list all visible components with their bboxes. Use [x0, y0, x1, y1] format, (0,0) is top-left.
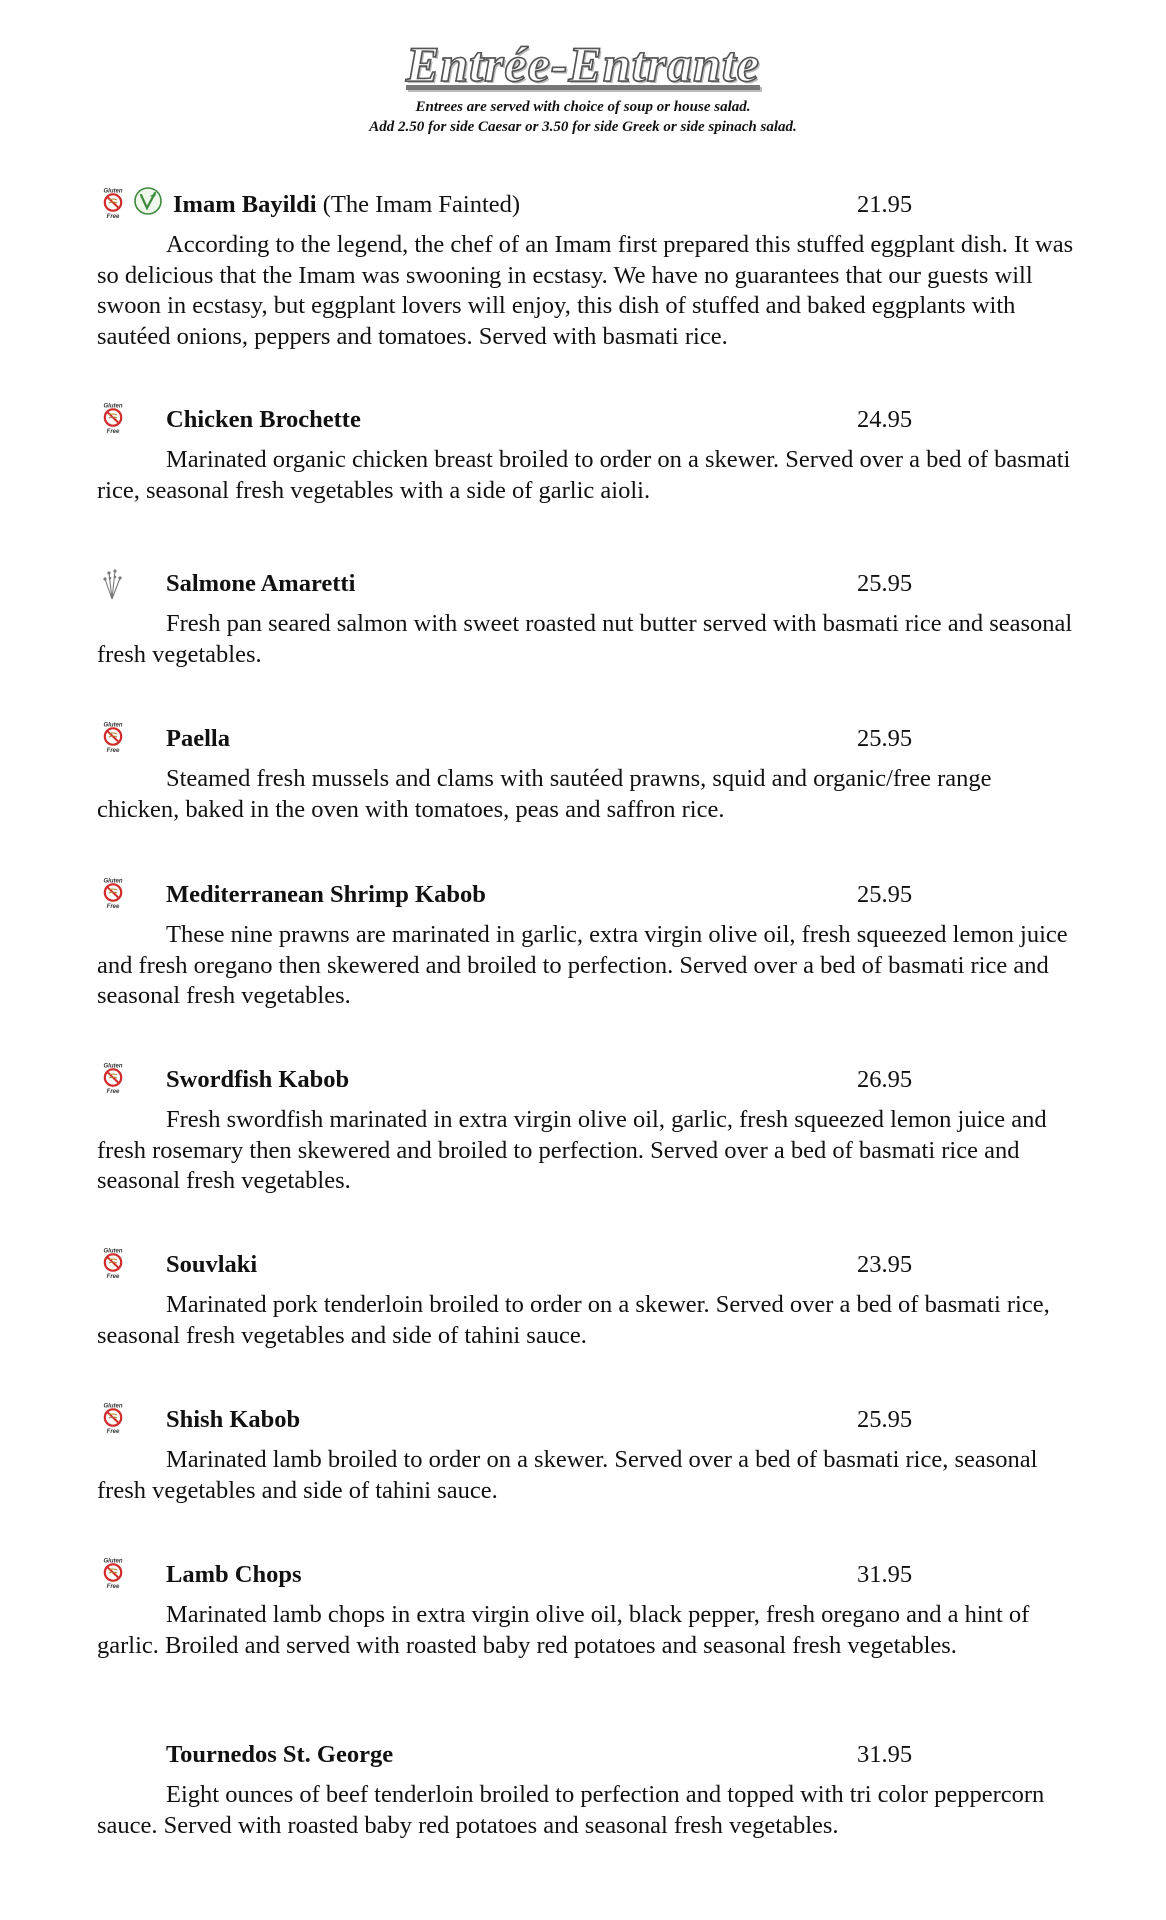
item-description: Marinated lamb broiled to order on a skewer. Served over a bed of basmati rice, seasonal fresh vegetables and side of tahini sauce.: [97, 1446, 1038, 1504]
item-description: Fresh swordfish marinated in extra virgin olive oil, garlic, fresh squeezed lemon juice and fresh rosemary then skewered and broiled to perfection. Served over a bed of basmati rice and seasonal fresh vegetables.: [97, 1106, 1047, 1194]
menu-item: [97, 569, 1077, 670]
menu-item: [97, 1740, 1077, 1841]
item-description: Marinated lamb chops in extra virgin olive oil, black pepper, fresh oregano and a hint of garlic. Broiled and served with roasted baby red potatoes and seasonal fresh vegetables.: [97, 1601, 1030, 1659]
svg-text:Gluten: Gluten: [103, 1403, 123, 1410]
item-name: Shish Kabob: [166, 1406, 301, 1433]
item-name: Swordfish Kabob: [166, 1066, 350, 1093]
item-icons: [97, 1246, 129, 1280]
item-price: 31.95: [857, 1561, 913, 1588]
item-description: These nine prawns are marinated in garlic, extra virgin olive oil, fresh squeezed lemon juice and fresh oregano then skewered and broiled to perfection. Served over a bed of basmati rice and seasonal fresh vegetables.: [97, 921, 1068, 1009]
item-name-text: Imam Bayildi: [173, 191, 317, 218]
menu-subtitle-1: Entrees are served with choice of soup or house salad.: [415, 99, 751, 115]
item-name: Tournedos St. George: [166, 1741, 394, 1768]
svg-text:Free: Free: [106, 429, 120, 435]
item-price: 25.95: [857, 1406, 913, 1433]
menu-item: [97, 1405, 1077, 1506]
menu-item: [97, 1560, 1077, 1661]
menu-item: [97, 190, 1077, 352]
item-icons: [97, 1401, 129, 1435]
item-description: Marinated organic chicken breast broiled to order on a skewer. Served over a bed of basmati rice, seasonal fresh vegetables with a side of garlic aioli.: [97, 446, 1071, 504]
item-icons: [97, 186, 163, 220]
svg-text:Free: Free: [106, 1089, 120, 1095]
item-icons: [97, 1061, 129, 1095]
item-subname: (The Imam Fainted): [322, 191, 521, 218]
item-description: Fresh pan seared salmon with sweet roasted nut butter served with basmati rice and seasonal fresh vegetables.: [97, 610, 1073, 668]
svg-text:Free: Free: [106, 748, 120, 754]
gluten-free-icon: [97, 186, 129, 220]
item-description: Steamed fresh mussels and clams with sautéed prawns, squid and organic/free range chicken, baked in the oven with tomatoes, peas and saffron rice.: [97, 765, 992, 823]
menu-item: [97, 405, 1077, 506]
item-icons: [97, 720, 129, 754]
svg-text:Free: Free: [106, 214, 120, 220]
item-price: 25.95: [857, 881, 913, 908]
lavender-icon: [97, 565, 127, 601]
svg-text:Free: Free: [106, 1274, 120, 1280]
menu-item: [97, 880, 1077, 1012]
item-description: Eight ounces of beef tenderloin broiled to perfection and topped with tri color peppercorn sauce. Served with roasted baby red potatoes and seasonal fresh vegetables.: [97, 1781, 1045, 1839]
item-icons: [97, 1556, 129, 1590]
item-price: 21.95: [857, 191, 913, 218]
svg-text:Gluten: Gluten: [103, 722, 123, 729]
item-price: 23.95: [857, 1251, 913, 1278]
item-name: Chicken Brochette: [166, 406, 361, 433]
item-price: 26.95: [857, 1066, 913, 1093]
menu-item: [97, 1065, 1077, 1197]
item-description: According to the legend, the chef of an Imam first prepared this stuffed eggplant dish. It was so delicious that the Imam was swooning in ecstasy. We have no guarantees that our guests will swoon in ecstasy, but eggplant lovers will enjoy, this dish of stuffed and baked eggplants with sautéed onions, peppers and tomatoes. Served with basmati rice.: [97, 231, 1074, 350]
gluten-free-icon: [97, 720, 129, 754]
svg-text:Gluten: Gluten: [103, 403, 123, 410]
item-name: Paella: [166, 725, 230, 752]
item-icons: [97, 876, 129, 910]
item-name: Mediterranean Shrimp Kabob: [166, 881, 486, 908]
item-price: 24.95: [857, 406, 913, 433]
item-name: Souvlaki: [166, 1251, 258, 1278]
gluten-free-icon: [97, 401, 129, 435]
gluten-free-icon: [97, 1246, 129, 1280]
item-name: Lamb Chops: [166, 1561, 302, 1588]
item-name: Salmone Amaretti: [166, 570, 356, 597]
svg-text:Free: Free: [106, 1584, 120, 1590]
item-icons: [97, 565, 127, 599]
item-icons: [97, 401, 129, 435]
page-title: Entrée-Entrante: [406, 36, 760, 92]
item-price: 31.95: [857, 1741, 913, 1768]
menu-item: [97, 724, 1077, 825]
svg-text:Free: Free: [106, 904, 120, 910]
menu-item: [97, 1250, 1077, 1351]
item-price: 25.95: [857, 725, 913, 752]
svg-text:Gluten: Gluten: [103, 878, 123, 885]
item-description: Marinated pork tenderloin broiled to order on a skewer. Served over a bed of basmati rice, seasonal fresh vegetables and side of tahini sauce.: [97, 1291, 1050, 1349]
item-name: [173, 190, 520, 220]
svg-text:Gluten: Gluten: [103, 1063, 123, 1070]
item-price: 25.95: [857, 570, 913, 597]
gluten-free-icon: [97, 1556, 129, 1590]
svg-text:Free: Free: [106, 1429, 120, 1435]
vegetarian-icon: [133, 186, 163, 216]
gluten-free-icon: [97, 1061, 129, 1095]
menu-subtitle-2: Add 2.50 for side Caesar or 3.50 for side Greek or side spinach salad.: [369, 119, 797, 135]
gluten-free-icon: [97, 876, 129, 910]
svg-text:Gluten: Gluten: [103, 1248, 123, 1255]
gluten-free-icon: [97, 1401, 129, 1435]
svg-text:Gluten: Gluten: [103, 1558, 123, 1565]
svg-text:Gluten: Gluten: [103, 188, 123, 195]
